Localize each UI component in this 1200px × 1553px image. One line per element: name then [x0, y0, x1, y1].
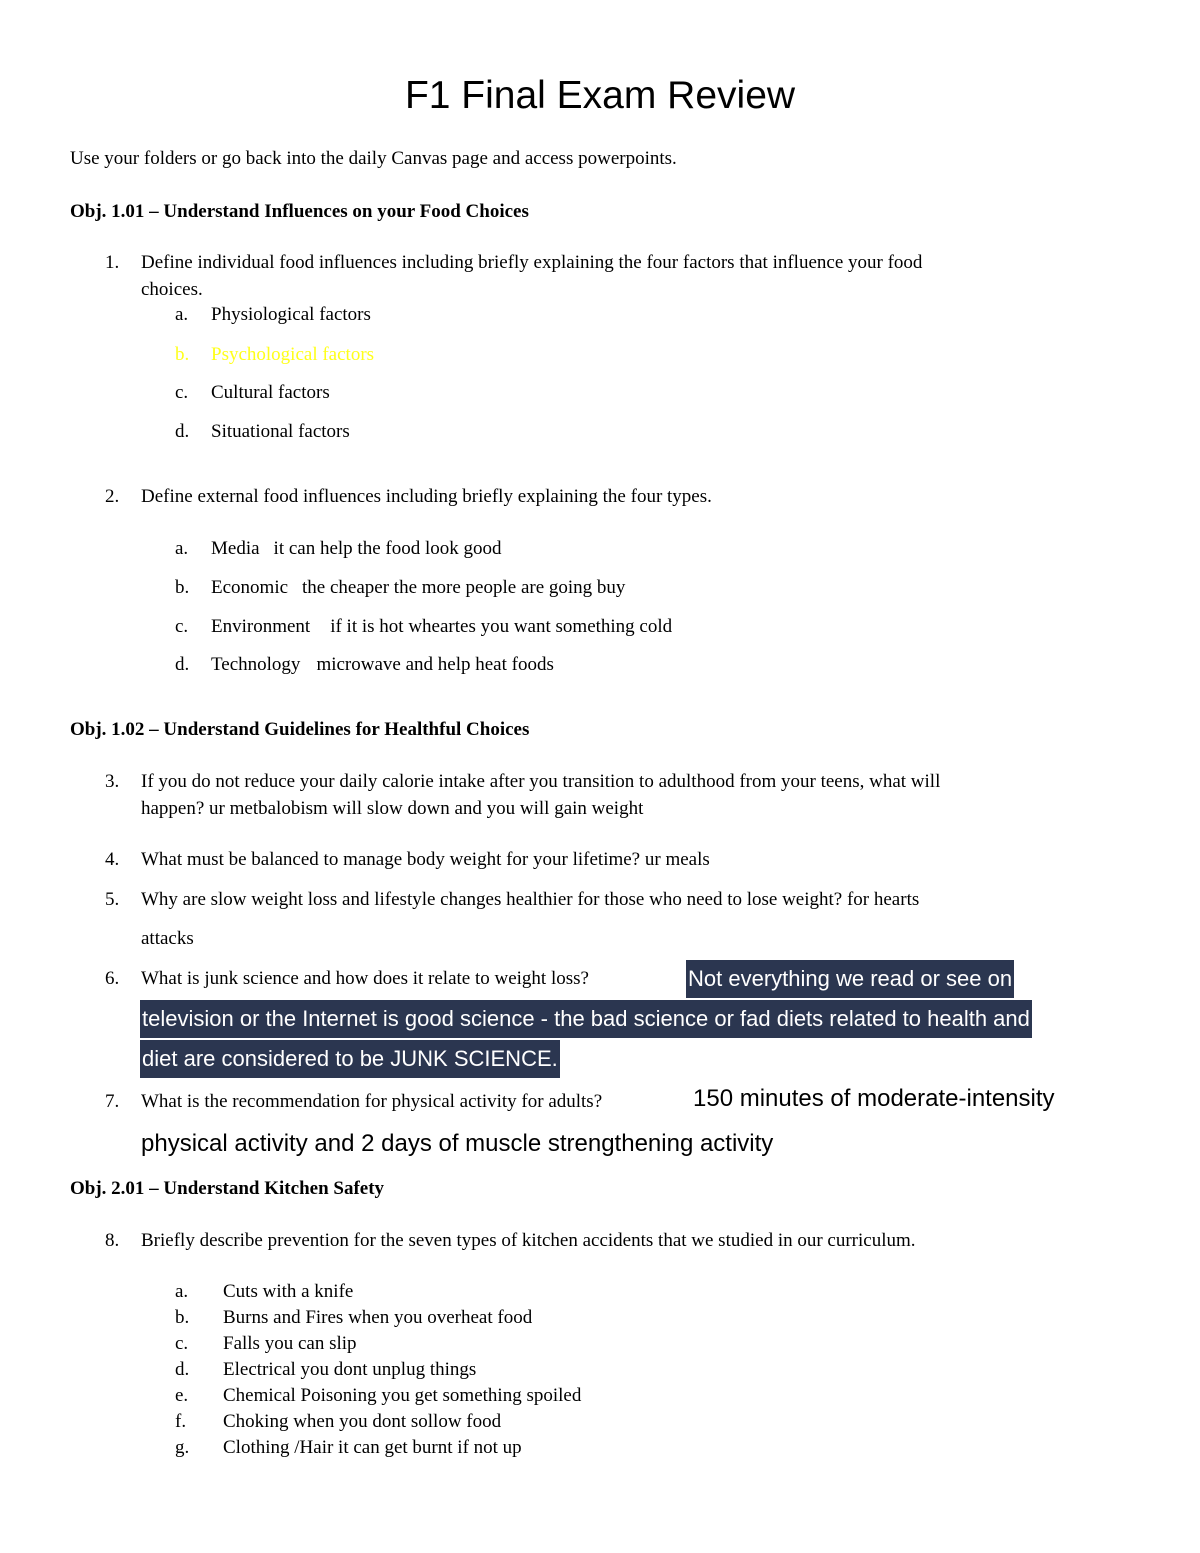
list-item-label: Technology — [211, 654, 301, 675]
list-item: Falls you can slip — [223, 1333, 357, 1354]
list-item-label: Environment — [211, 616, 311, 637]
list-item: Cuts with a knife — [223, 1281, 354, 1302]
list-item: Electrical you dont unplug things — [223, 1359, 477, 1380]
intro-text: Use your folders or go back into the daily Canvas page and access powerpoints. — [70, 148, 677, 169]
question-number: 1. — [105, 252, 120, 273]
list-item-letter: e. — [175, 1385, 189, 1406]
section-heading-1-02: Obj. 1.02 – Understand Guidelines for Healthful Choices — [70, 719, 530, 740]
list-item-label: Economic — [211, 577, 289, 598]
question-1-line1: Define individual food influences including briefly explaining the four factors that influence your food — [141, 252, 923, 273]
question-4-text: What must be balanced to manage body weight for your lifetime? ur meals — [141, 849, 710, 870]
question-number: 3. — [105, 771, 120, 792]
question-6-text: What is junk science and how does it relate to weight loss? — [141, 968, 589, 989]
answer-7-line2: physical activity and 2 days of muscle strengthening activity — [141, 1130, 774, 1157]
question-2-text: Define external food influences including briefly explaining the four types. — [141, 486, 712, 507]
list-item-letter: b. — [175, 344, 190, 365]
list-item-answer: if it is hot wheartes you want something cold — [330, 616, 673, 637]
section-heading-2-01: Obj. 2.01 – Understand Kitchen Safety — [70, 1178, 385, 1199]
list-item: Situational factors — [211, 421, 350, 442]
list-item: Choking when you dont sollow food — [223, 1411, 502, 1432]
list-item-letter: g. — [175, 1437, 190, 1458]
answer-7-line1: 150 minutes of moderate-intensity — [693, 1085, 1055, 1112]
list-item-letter: c. — [175, 616, 189, 637]
list-item-letter: f. — [175, 1411, 187, 1432]
list-item-letter: a. — [175, 1281, 189, 1302]
question-3-line1: If you do not reduce your daily calorie intake after you transition to adulthood from your teens, what will — [141, 771, 941, 792]
list-item — [211, 614, 672, 640]
list-item-letter: a. — [175, 304, 189, 325]
list-item-answer: it can help the food look good — [273, 538, 502, 559]
list-item — [211, 652, 554, 678]
question-1-line2: choices. — [141, 279, 203, 300]
list-item-letter: d. — [175, 1359, 190, 1380]
list-item — [211, 536, 502, 562]
list-item: Cultural factors — [211, 382, 330, 403]
list-item-letter: c. — [175, 382, 189, 403]
question-5-line1: Why are slow weight loss and lifestyle changes healthier for those who need to lose weight? for hearts — [141, 889, 920, 910]
list-item-letter: d. — [175, 421, 190, 442]
question-number: 5. — [105, 889, 120, 910]
list-item: Psychological factors — [211, 344, 375, 365]
question-number: 6. — [105, 968, 120, 989]
list-item-letter: d. — [175, 654, 190, 675]
section-heading-1-01: Obj. 1.01 – Understand Influences on your Food Choices — [70, 201, 529, 222]
list-item-label: Media — [211, 538, 260, 559]
question-number: 7. — [105, 1091, 120, 1112]
list-item-answer: microwave and help heat foods — [316, 654, 554, 675]
question-number: 2. — [105, 486, 120, 507]
question-5-line2: attacks — [141, 928, 194, 949]
list-item-letter: a. — [175, 538, 189, 559]
page-title: F1 Final Exam Review — [404, 74, 796, 117]
list-item-letter: b. — [175, 577, 190, 598]
list-item-letter: b. — [175, 1307, 190, 1328]
question-number: 4. — [105, 849, 120, 870]
list-item-answer: the cheaper the more people are going buy — [302, 577, 626, 598]
highlighted-answer-line1: Not everything we read or see on — [686, 960, 1014, 998]
list-item: Clothing /Hair it can get burnt if not up — [223, 1437, 522, 1458]
list-item — [211, 575, 625, 601]
question-3-line2: happen? ur metbalobism will slow down and you will gain weight — [141, 798, 644, 819]
question-8-text: Briefly describe prevention for the seven types of kitchen accidents that we studied in our curriculum. — [141, 1230, 916, 1251]
highlighted-answer-line2: television or the Internet is good science - the bad science or fad diets related to health and — [140, 1000, 1032, 1038]
list-item: Burns and Fires when you overheat food — [223, 1307, 533, 1328]
list-item: Chemical Poisoning you get something spoiled — [223, 1385, 582, 1406]
list-item: Physiological factors — [211, 304, 371, 325]
question-7-text: What is the recommendation for physical activity for adults? — [141, 1091, 603, 1112]
highlighted-answer-line3: diet are considered to be JUNK SCIENCE. — [140, 1040, 560, 1078]
list-item-letter: c. — [175, 1333, 189, 1354]
question-number: 8. — [105, 1230, 120, 1251]
